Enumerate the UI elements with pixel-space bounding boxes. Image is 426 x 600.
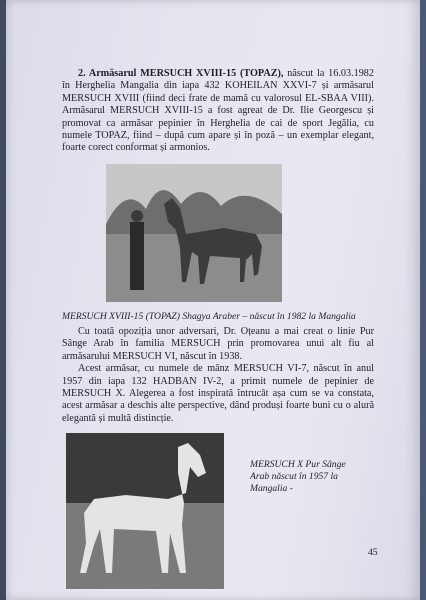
paragraph-2-text: Cu toată opoziția unor adversari, Dr. Oțeanu a mai creat o linie Pur Sânge Arab în familia MERSUCH prin promovarea unui alt fiu al armăsarului MERSUCH VI, născut în 1938. — [62, 326, 374, 362]
paragraph-1-body: născut la 16.03.1982 în Herghelia Mangalia din iapa 432 KOHEILAN XXVI-7 și armăsarul MERSUCH XVIII (fiind deci frate de mamă cu valorosul EL-SBAA VIII). Armăsarul MERSUCH XVIII-15 a fost agreat de Dr. Ilie Georgescu și promovat ca armăsar pepinier în Herghelia de cai de sport Jegălia, cu numele TOPAZ, fiind – după cum apare și în poză – un exemplar elegant, foarte corect conformat și armonios. — [62, 68, 374, 154]
paragraph-3-text: Acest armăsar, cu numele de mânz MERSUCH VI-7, născut în anul 1957 din iapa 132 HADBAN IV-2, a primit numele de pepinier de MERSUCH X. Alegerea a fost inspirată întrucât așa cum se va constata, acest armăsar a deschis alte perspective, dând produși foarte buni cu o alură elegantă și multă distincție. — [62, 363, 374, 424]
paragraph-1-lead: 2. Armăsarul MERSUCH XVIII-15 (TOPAZ), — [78, 68, 284, 79]
paragraph-2 — [62, 326, 374, 425]
photo-mersuch-x — [66, 433, 224, 589]
paragraph-1 — [62, 68, 374, 155]
photo-2-caption: MERSUCH X Pur Sânge Arab născut în 1957 la Mangalia - — [250, 459, 346, 494]
page-number: 45 — [368, 547, 378, 558]
photo-1-caption: MERSUCH XVIII-15 (TOPAZ) Shagya Araber – născut în 1982 la Mangalia — [62, 311, 356, 322]
photo-topaz-with-handler — [106, 164, 282, 302]
